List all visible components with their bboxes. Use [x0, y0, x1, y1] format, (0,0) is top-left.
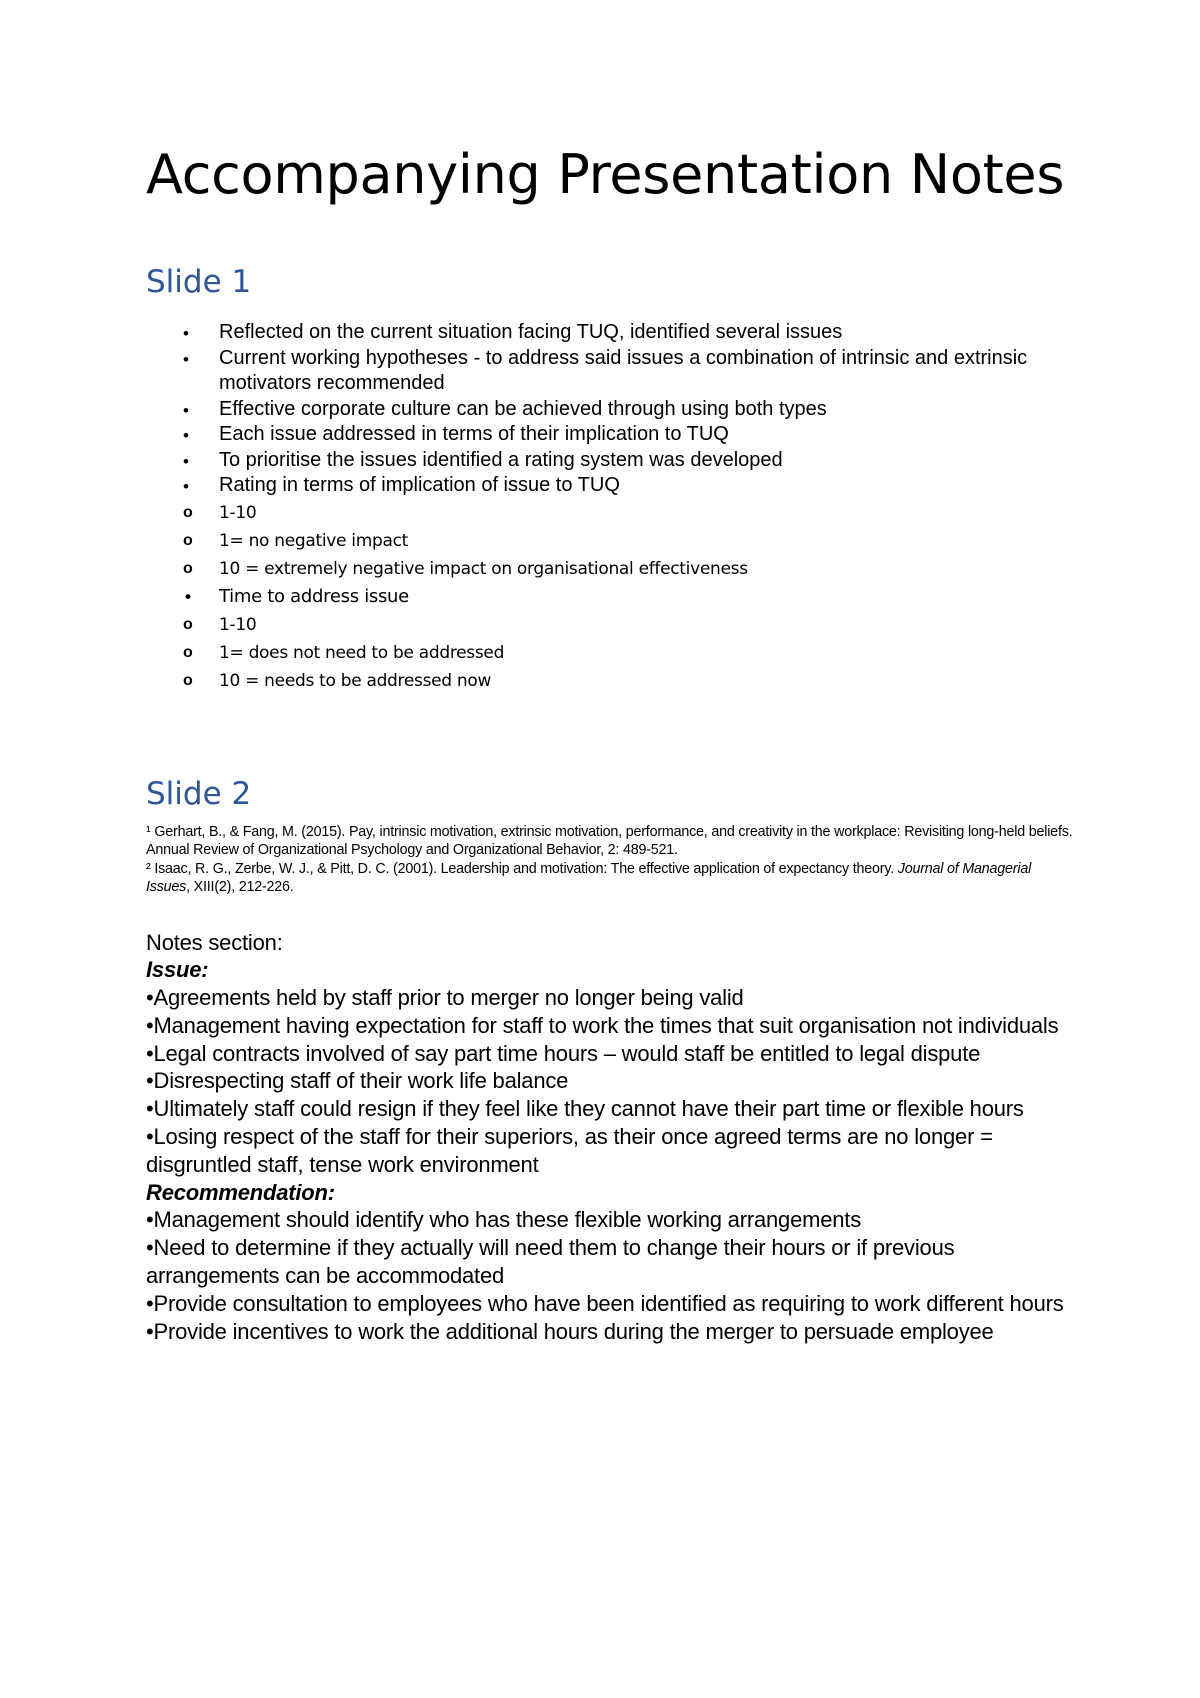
issue-item: •Agreements held by staff prior to merger no longer being valid — [146, 985, 744, 1011]
issue-item: •Ultimately staff could resign if they feel like they cannot have their part time or flexible hours — [146, 1096, 1024, 1122]
list-item-text: Reflected on the current situation facing TUQ, identified several issues — [219, 321, 843, 343]
reference-2-text: ² Isaac, R. G., Zerbe, W. J., & Pitt, D. C. (2001). Leadership and motivation: The effective application of expectancy theory. — [146, 860, 898, 877]
list-item — [146, 422, 1076, 448]
issue-label: Issue: — [146, 957, 209, 983]
sub-list-item-text: 1-10 — [219, 502, 257, 523]
sub-bullet-icon: o — [183, 671, 193, 689]
list-item — [146, 448, 1076, 474]
issue-item: •Disrespecting staff of their work life balance — [146, 1068, 569, 1094]
bullet-icon: • — [183, 400, 189, 420]
list-item — [146, 473, 1076, 583]
sub-bullet-icon: o — [183, 559, 193, 577]
sub-list-item-text: 1= does not need to be addressed — [219, 642, 505, 663]
sub-bullet-icon: o — [183, 615, 193, 633]
sub-list-item — [183, 527, 1076, 555]
issue-item: •Losing respect of the staff for their superiors, as their once agreed terms are no longer = disgruntled staff, tense work environment — [146, 1124, 993, 1177]
list-item-text: To prioritise the issues identified a rating system was developed — [219, 448, 783, 471]
recommendation-item: •Provide incentives to work the additional hours during the merger to persuade employee — [146, 1318, 994, 1344]
sub-list-item — [183, 611, 1076, 639]
notes-section — [146, 929, 1076, 1346]
bullet-icon: • — [183, 324, 189, 343]
sub-list-item-text: 10 = extremely negative impact on organisational effectiveness — [219, 558, 748, 579]
recommendation-item: •Management should identify who has these flexible working arrangements — [146, 1207, 862, 1233]
reference-2-journal: Journal of Managerial Issues — [146, 860, 1032, 895]
bullet-icon: • — [183, 477, 189, 496]
bullet-icon: • — [183, 451, 189, 471]
list-item-text: Current working hypotheses - to address said issues a combination of intrinsic and extrinsic motivators recommended — [219, 346, 1028, 394]
list-item-text: Effective corporate culture can be achieved through using both types — [219, 397, 827, 420]
recommendation-item: •Provide consultation to employees who have been identified as requiring to work different hours — [146, 1290, 1064, 1316]
reference-2 — [146, 860, 1076, 897]
reference-2-volume: , XIII(2), 212-226. — [186, 879, 294, 895]
slide-1-heading: Slide 1 — [146, 264, 252, 300]
sub-list-item-text: 1-10 — [219, 614, 257, 635]
document-body — [146, 142, 1076, 1345]
notes-label: Notes section: — [146, 929, 283, 955]
rating-sub-list — [183, 499, 1076, 583]
sub-bullet-icon: o — [183, 643, 193, 661]
recommendation-item: •Need to determine if they actually will need them to change their hours or if previous arrangements can be accommodated — [146, 1235, 955, 1289]
list-item — [146, 320, 1076, 346]
list-item — [146, 346, 1076, 397]
issue-item: •Management having expectation for staff to work the times that suit organisation not individuals — [146, 1012, 1059, 1038]
list-item-text: Time to address issue — [219, 585, 409, 607]
recommendation-label: Recommendation: — [146, 1179, 335, 1205]
time-sub-list — [183, 611, 1076, 695]
list-item — [146, 397, 1076, 423]
sub-list-item-text: 1= no negative impact — [219, 530, 409, 551]
page-title: Accompanying Presentation Notes — [146, 143, 1065, 206]
sub-list-item — [183, 667, 1076, 695]
bullet-icon: • — [183, 349, 189, 369]
slide-1-bullet-list — [146, 320, 1076, 695]
list-item-text: Rating in terms of implication of issue to TUQ — [219, 474, 620, 496]
sub-list-item — [183, 555, 1076, 583]
slide-2-heading: Slide 2 — [146, 775, 252, 812]
sub-list-item — [183, 639, 1076, 667]
sub-bullet-icon: o — [183, 531, 193, 549]
references — [146, 823, 1076, 897]
reference-1: ¹ Gerhart, B., & Fang, M. (2015). Pay, intrinsic motivation, extrinsic motivation, performance, and creativity in the workplace: Revisiting long-held beliefs. Annual Review of Organizational Psychology and Organizational Behavior, 2: 489-521. — [146, 823, 1073, 858]
issue-item: •Legal contracts involved of say part time hours – would staff be entitled to legal dispute — [146, 1040, 981, 1066]
list-item-text: Each issue addressed in terms of their implication to TUQ — [219, 423, 729, 445]
sub-list-item-text: 10 = needs to be addressed now — [219, 670, 492, 691]
sub-bullet-icon: o — [183, 503, 193, 521]
list-item — [146, 583, 1076, 695]
bullet-icon: • — [183, 587, 193, 608]
bullet-icon: • — [183, 426, 189, 445]
sub-list-item — [183, 499, 1076, 527]
